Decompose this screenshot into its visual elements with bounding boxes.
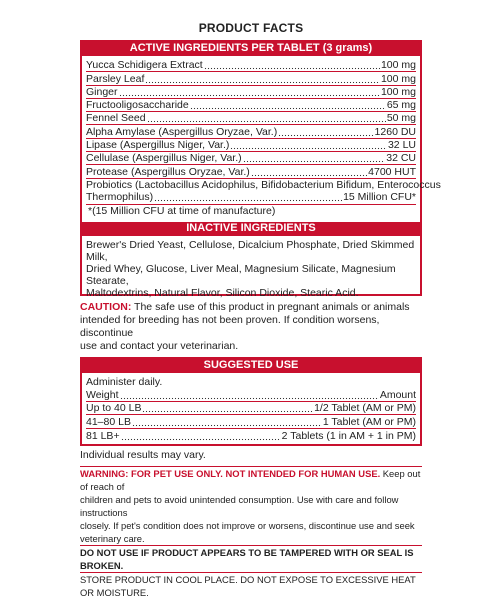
dosage-row: 81 LB+ 2 Tablets (1 in AM + 1 in PM) [86,429,416,442]
ingredient-row: Alpha Amylase (Aspergillus Oryzae, Var.) 1260 DU [86,125,416,138]
ingredient-row: Fructooligosaccharide 65 mg [86,99,416,112]
dosage-row: 41–80 LB 1 Tablet (AM or PM) [86,415,416,428]
ingredient-row: Yucca Schidigera Extract 100 mg [86,59,416,72]
page-title: PRODUCT FACTS [198,21,304,35]
ingredient-row: Ginger 100 mg [86,85,416,98]
inactive-ingredients-header: INACTIVE INGREDIENTS [82,222,420,236]
warning-label: WARNING: [80,467,129,479]
dosage-intro: Administer daily. [86,375,163,388]
individual-results-note: Individual results may vary. [80,448,206,461]
suggested-use-panel [80,357,422,446]
dosage-header-row: Weight Amount [86,388,416,401]
cfu-footnote: *(15 Million CFU at time of manufacture) [88,204,276,217]
probiotics-row: Probiotics (Lactobacillus Acidophilus, Bifidobacterium Bifidum, Enterococcus Thermophilus) 15 Million CFU* [86,178,441,203]
inactive-ingredients-text: Brewer's Dried Yeast, Cellulose, Dicalcium Phosphate, Dried Skimmed Milk, Dried Whey, Glucose, Liver Meal, Magnesium Silicate, Magnesium Stearate, Maltodextrins, Natural Flavor, Silicon Dioxide, Stearic Acid. [86,238,415,299]
tamper-warning: DO NOT USE IF PRODUCT APPEARS TO BE TAMPERED WITH OR SEAL IS BROKEN. [80,545,422,572]
storage-instructions: STORE PRODUCT IN COOL PLACE. DO NOT EXPOSE TO EXCESSIVE HEAT OR MOISTURE. [80,572,422,599]
caution-text: CAUTION: The safe use of this product in pregnant animals or animals intended for breeding has not been proven. If condition worsens, discontinue use and contact your veterinarian. [80,300,410,352]
ingredient-row: Fennel Seed 50 mg [86,112,416,125]
dosage-table [82,373,420,444]
active-ingredients-header: ACTIVE INGREDIENTS PER TABLET (3 grams) [82,42,420,56]
ingredient-row: Protease (Aspergillus Oryzae, Var.) 4700 HUT [86,165,416,178]
ingredient-row: Parsley Leaf 100 mg [86,72,416,85]
dosage-row: Up to 40 LB 1/2 Tablet (AM or PM) [86,402,416,415]
ingredient-row: Lipase (Aspergillus Niger, Var.) 32 LU [86,139,416,152]
warning-text: WARNING: FOR PET USE ONLY. NOT INTENDED FOR HUMAN USE. Keep out of reach of children and pets to avoid unintended consumption. Use with care and follow instructions closely. If pet's condition does not improve or worsens, discontinue use and seek veterinary care. [80,467,421,544]
suggested-use-header: SUGGESTED USE [82,359,420,373]
warnings-section [80,446,422,599]
active-ingredients-list [82,56,441,222]
active-ingredients-panel [80,40,441,299]
ingredient-row: Cellulase (Aspergillus Niger, Var.) 32 CU [86,152,416,165]
caution-label: CAUTION: [80,300,132,313]
